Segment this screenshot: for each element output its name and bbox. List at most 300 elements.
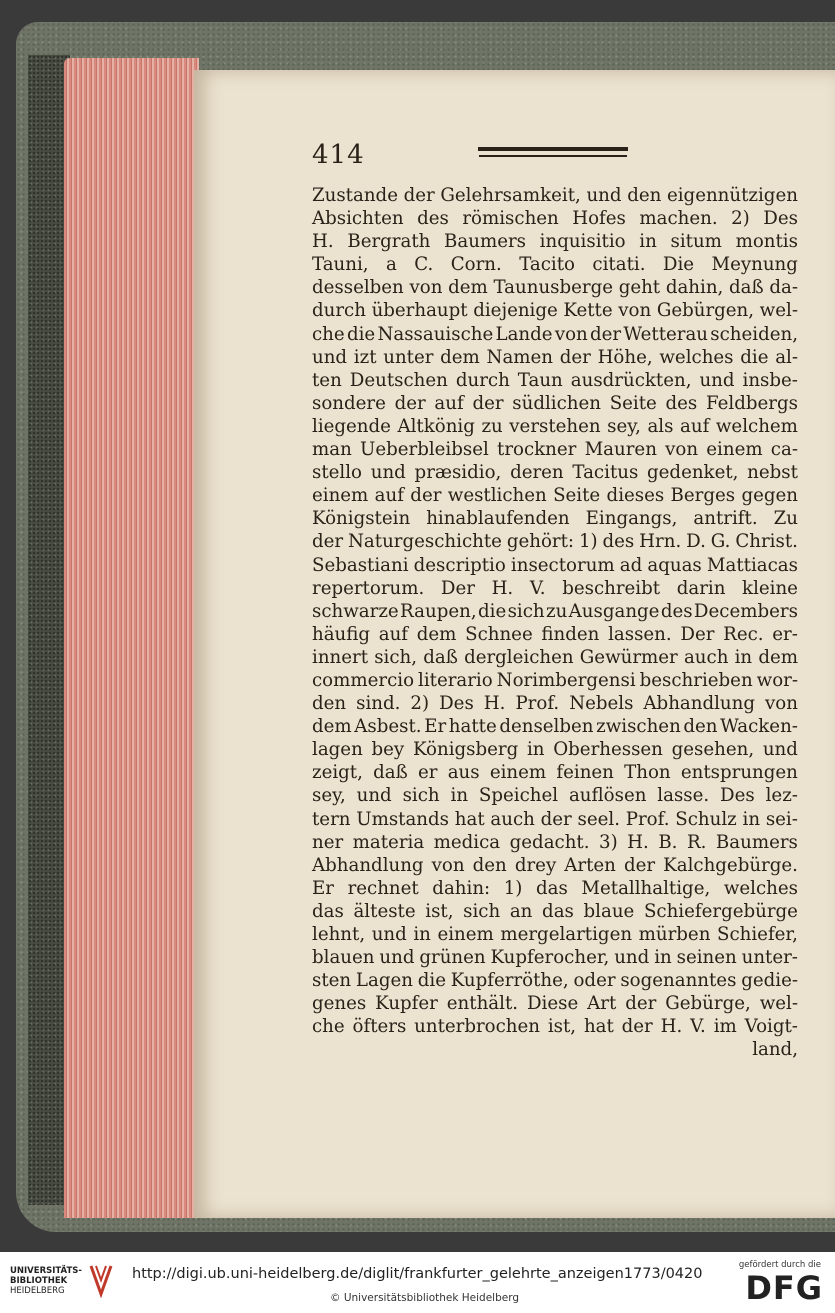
text-word: deren <box>510 462 564 484</box>
text-line <box>312 946 798 969</box>
text-line <box>312 969 798 992</box>
text-word: Arten <box>564 854 616 876</box>
text-word: einem <box>489 762 547 784</box>
text-word: descriptio <box>413 554 506 576</box>
text-word: Nebels <box>569 693 634 715</box>
text-word: dem <box>312 716 352 738</box>
text-word: auch <box>683 646 729 668</box>
text-word: Raupen, <box>400 600 477 622</box>
text-word: Tauni, <box>312 254 369 276</box>
text-word: dergleichen <box>464 646 574 668</box>
text-word: auch <box>490 808 535 830</box>
text-word: entsprungen <box>680 762 798 784</box>
permalink-url[interactable]: http://digi.ub.uni-heidelberg.de/diglit/frankfurter_gelehrte_anzeigen1773/0420 <box>132 1266 703 1282</box>
text-word: die <box>346 323 376 345</box>
text-word: feinen <box>556 762 614 784</box>
text-word: eigennützigen <box>666 185 798 206</box>
text-word: hat <box>454 808 485 830</box>
text-word: sey, <box>312 785 346 807</box>
text-word: und <box>312 346 348 368</box>
text-word: ca- <box>770 439 798 461</box>
text-line <box>312 299 798 322</box>
text-word: lasse. <box>657 785 710 807</box>
text-word: das <box>542 900 574 922</box>
text-word: Gelehrsamkeit, <box>440 185 581 206</box>
text-word: die <box>417 970 446 992</box>
text-word: Kalchgebürge. <box>663 854 798 876</box>
page-number: 414 <box>312 140 365 170</box>
text-word: dem <box>758 646 798 668</box>
text-line <box>312 900 798 923</box>
text-word: Berges <box>670 485 736 507</box>
text-word: sogenanntes <box>620 970 737 992</box>
text-word: V. <box>529 577 546 599</box>
text-word: insbe- <box>742 369 798 391</box>
text-line <box>312 738 798 761</box>
text-word: Tacito <box>519 254 576 276</box>
text-word: sich, <box>374 646 418 668</box>
text-line <box>312 507 798 530</box>
text-word: dem <box>440 346 480 368</box>
text-word: in <box>639 231 657 253</box>
text-word: einem <box>437 924 494 945</box>
text-word: gehört: <box>506 531 575 553</box>
text-word: diejenige <box>473 300 558 322</box>
text-line <box>312 646 798 669</box>
text-word: enthält. <box>446 993 519 1015</box>
text-word: rechnet <box>347 877 419 899</box>
text-word: ist, <box>425 900 454 922</box>
text-word: mürben <box>638 924 711 945</box>
text-word: einem <box>706 439 763 461</box>
text-word: B. <box>658 831 678 853</box>
header-rule <box>478 147 628 151</box>
text-word: Nassauische <box>377 323 494 345</box>
text-word: des <box>665 392 698 414</box>
text-word: und <box>379 947 415 969</box>
text-word: H. <box>660 1016 683 1038</box>
text-word: Wetterau <box>623 323 709 345</box>
text-word: repertorum. <box>312 577 425 599</box>
text-word: das <box>312 900 344 922</box>
text-word: an <box>509 900 533 922</box>
text-word: lagen <box>312 739 363 761</box>
text-word: dahin: <box>432 877 491 899</box>
text-word: genes <box>312 993 367 1015</box>
text-word: Gewürmer <box>579 646 678 668</box>
text-word: der <box>540 808 572 830</box>
text-word: Art <box>587 993 617 1015</box>
text-word: südlichen <box>512 392 601 414</box>
text-word: und <box>614 947 650 969</box>
text-word: insectorum <box>510 554 615 576</box>
text-word: Seite <box>609 392 657 414</box>
text-word: Baumers <box>715 831 798 853</box>
text-word: Prof. <box>515 693 560 715</box>
page-edges <box>64 58 199 1218</box>
text-word: einem <box>312 485 369 507</box>
text-word: von <box>765 693 798 715</box>
text-word: Voigt- <box>744 1016 798 1038</box>
text-line <box>312 530 798 553</box>
text-word: von <box>554 323 588 345</box>
text-word: sten <box>312 970 352 992</box>
text-line <box>312 600 798 623</box>
library-name-line2: BIBLIOTHEK <box>10 1276 68 1286</box>
text-word: Metallhaltige, <box>581 877 711 899</box>
text-word: Abhandlung <box>312 854 424 876</box>
text-word: Baumers <box>444 231 526 253</box>
text-word: sondere <box>312 392 386 414</box>
text-word: dem <box>416 623 457 645</box>
text-word: hatte <box>448 716 497 738</box>
text-word: römischen <box>462 208 559 230</box>
text-line <box>312 461 798 484</box>
text-word: finden <box>541 623 600 645</box>
text-word: nebst <box>747 462 798 484</box>
text-word: citati. <box>592 254 646 276</box>
text-word: H. <box>312 231 334 253</box>
text-word: G. <box>710 531 731 553</box>
text-word: Hofes <box>572 208 626 230</box>
text-word: Zu <box>773 508 798 530</box>
text-word: daß <box>373 762 408 784</box>
text-line <box>312 854 798 877</box>
text-word: izt <box>353 346 377 368</box>
text-word: von <box>409 277 443 299</box>
text-word: den <box>683 716 718 738</box>
text-word: geht <box>618 277 661 299</box>
text-word: Hrn. <box>639 531 682 553</box>
text-word: in <box>742 808 761 830</box>
text-line <box>312 715 798 738</box>
text-word: der <box>625 993 657 1015</box>
text-word: dieses <box>606 485 665 507</box>
text-line <box>312 415 798 438</box>
text-line <box>312 369 798 392</box>
text-word: desselben <box>312 277 404 299</box>
text-word: Gebürge, <box>665 993 751 1015</box>
text-word: lassen. <box>608 623 672 645</box>
text-word: Abhandlung <box>643 693 755 715</box>
text-word: sich <box>507 600 545 622</box>
text-word: H. <box>491 577 514 599</box>
text-word: durch <box>312 300 366 322</box>
text-word: Eingangs, <box>585 508 678 530</box>
text-line <box>312 346 798 369</box>
text-line <box>312 484 798 507</box>
text-word: materia <box>352 831 425 853</box>
text-word: che <box>312 323 345 345</box>
text-word: Corn. <box>450 254 502 276</box>
text-word: Schnee <box>465 623 533 645</box>
text-word: Zustande <box>312 185 398 206</box>
text-word: der <box>403 185 435 206</box>
text-word: Schulz <box>675 808 737 830</box>
text-word: literario <box>418 669 493 691</box>
text-word: H. <box>483 693 506 715</box>
text-word: man <box>312 439 352 461</box>
text-word: daß <box>423 646 458 668</box>
text-word: auf <box>374 485 404 507</box>
text-word: Der <box>680 623 715 645</box>
text-word: Deutschen <box>349 369 448 391</box>
text-word: zu <box>481 415 503 437</box>
text-word: gedie- <box>741 970 798 992</box>
text-word: 2) <box>731 208 750 230</box>
text-word: gedenket, <box>647 462 739 484</box>
text-word: Thon <box>624 762 671 784</box>
text-word: der <box>394 392 426 414</box>
text-line <box>312 669 798 692</box>
text-word: wel- <box>759 993 798 1015</box>
text-word: lez- <box>765 785 798 807</box>
text-word: der <box>590 323 622 345</box>
text-word: verstehen <box>509 415 601 437</box>
text-word: Rec. <box>723 623 764 645</box>
copyright-notice: © Universitätsbibliothek Heidelberg <box>330 1292 520 1304</box>
text-word: Meynung <box>711 254 798 276</box>
text-word: daß <box>729 277 764 299</box>
text-word: des <box>417 208 449 230</box>
text-word: seel. <box>577 808 620 830</box>
text-word: zeigt, <box>312 762 363 784</box>
text-word: aus <box>447 762 480 784</box>
text-word: westlichen <box>447 485 547 507</box>
text-word: blauen <box>312 947 375 969</box>
text-word: Namen <box>486 346 554 368</box>
text-word: antrift. <box>693 508 758 530</box>
text-word: Tacitus <box>572 462 639 484</box>
text-word: auf <box>378 623 409 645</box>
text-line <box>312 761 798 784</box>
text-word: sei- <box>765 808 798 830</box>
text-word: als <box>647 415 674 437</box>
text-word: Des <box>720 785 755 807</box>
text-line <box>312 253 798 276</box>
text-word: grünen <box>419 947 486 969</box>
text-word: Christ. <box>735 531 798 553</box>
text-word: seinen <box>676 947 737 969</box>
text-word: Kupferocher, <box>490 947 610 969</box>
text-word: Lagen <box>355 970 413 992</box>
text-word: Absichten <box>312 208 404 230</box>
text-word: blaue <box>583 900 635 922</box>
text-word: Altkönig <box>397 415 475 437</box>
text-word: der <box>410 485 442 507</box>
text-word: drey <box>514 854 557 876</box>
text-word: Asbest. <box>354 716 422 738</box>
text-word: der <box>472 392 504 414</box>
text-word: Oberhessen <box>553 739 663 761</box>
ub-heidelberg-logo-icon[interactable] <box>88 1262 114 1298</box>
text-word: zu <box>546 600 568 622</box>
text-word: mergelartigen <box>500 924 633 945</box>
text-word: Mauren <box>584 439 657 461</box>
text-word: in <box>450 785 469 807</box>
text-word: Gebürgen, <box>656 300 755 322</box>
text-line <box>312 1038 798 1061</box>
text-word: Lande <box>495 323 553 345</box>
text-word: die <box>740 346 769 368</box>
text-word: lehnt, <box>312 924 366 945</box>
text-word: liegende <box>312 415 391 437</box>
text-word: er <box>418 762 438 784</box>
text-word: ist, <box>547 1016 577 1038</box>
text-word: V. <box>690 1016 706 1038</box>
text-word: der <box>559 346 591 368</box>
text-word: hat <box>583 1016 614 1038</box>
text-word: Des <box>439 693 474 715</box>
text-word: Königsberg <box>412 739 519 761</box>
text-word: der <box>623 854 656 876</box>
text-word: und <box>371 924 407 945</box>
text-word: Bergrath <box>347 231 431 253</box>
text-line <box>312 808 798 831</box>
text-word: in <box>654 947 672 969</box>
text-line <box>312 877 798 900</box>
text-line <box>312 323 798 346</box>
text-word: sich <box>402 785 440 807</box>
text-line <box>312 438 798 461</box>
text-word: che <box>312 1016 345 1038</box>
text-word: und <box>699 369 735 391</box>
text-word: tern <box>312 808 351 830</box>
text-word: Kupferröthe, <box>450 970 569 992</box>
text-word: montis <box>735 231 798 253</box>
text-word: älteste <box>353 900 416 922</box>
text-word: und <box>762 739 798 761</box>
text-word: Ausgange <box>568 600 660 622</box>
text-word: wor- <box>756 669 798 691</box>
text-word: und <box>586 185 622 206</box>
text-word: Seite <box>553 485 601 507</box>
text-word: Kupfer <box>375 993 438 1015</box>
text-word: und <box>356 785 392 807</box>
text-word: D. <box>686 531 706 553</box>
text-word: in <box>734 646 753 668</box>
text-word: commercio <box>312 669 415 691</box>
text-word: land, <box>752 1039 798 1061</box>
page-text <box>312 184 798 1062</box>
text-word: da- <box>769 277 798 299</box>
text-word: Naturgeschichte <box>348 531 502 553</box>
text-word: Taun <box>517 369 563 391</box>
text-word: Decembers <box>693 600 798 622</box>
text-word: gegen <box>741 485 798 507</box>
text-word: im <box>713 1016 737 1038</box>
text-word: Taunusberge <box>493 277 613 299</box>
text-word: sey, <box>607 415 641 437</box>
text-word: in <box>413 924 431 945</box>
text-line <box>312 831 798 854</box>
text-line <box>312 1015 798 1038</box>
text-word: welches <box>723 877 798 899</box>
text-word: in <box>526 739 545 761</box>
text-word: dem <box>448 277 488 299</box>
text-word: Prof. <box>625 808 670 830</box>
text-word: gedacht. <box>509 831 590 853</box>
text-word: Der <box>440 577 475 599</box>
text-word: die <box>477 600 507 622</box>
text-word: 1) <box>503 877 523 899</box>
text-word: a <box>386 254 397 276</box>
text-word: darin <box>676 577 726 599</box>
text-word: Höhe, <box>597 346 653 368</box>
dfg-logo[interactable]: DFG <box>745 1269 823 1307</box>
text-word: wel- <box>759 300 798 322</box>
text-word: der <box>621 1016 653 1038</box>
text-line <box>312 276 798 299</box>
text-word: stello <box>312 462 362 484</box>
text-word: durch <box>455 369 510 391</box>
text-word: Mattiacas <box>706 554 798 576</box>
text-line <box>312 230 798 253</box>
text-word: öfters <box>352 1016 407 1038</box>
library-logo-text[interactable] <box>10 1266 90 1296</box>
text-word: C. <box>414 254 434 276</box>
text-word: den <box>312 693 347 715</box>
text-word: H. <box>627 831 649 853</box>
text-word: Schiefergebürge <box>643 900 798 922</box>
text-word: ad <box>619 554 643 576</box>
text-word: bey <box>371 739 405 761</box>
text-word: den <box>627 185 662 206</box>
text-word: kleine <box>742 577 798 599</box>
text-word: welches <box>659 346 734 368</box>
text-word: beschreibt <box>562 577 661 599</box>
text-word: zwischen <box>596 716 681 738</box>
text-word: unter- <box>741 947 798 969</box>
text-word: scheiden, <box>710 323 798 345</box>
text-word: Des <box>763 208 798 230</box>
text-word: Er <box>312 877 334 899</box>
text-word: des <box>660 600 693 622</box>
text-word: unterbrochen <box>414 1016 540 1038</box>
text-word: häufig <box>312 623 371 645</box>
text-word: das <box>535 877 568 899</box>
text-word: schwarze <box>312 600 399 622</box>
text-word: machen. <box>639 208 718 230</box>
text-line <box>312 207 798 230</box>
text-word: Schiefer, <box>717 924 798 945</box>
text-word: er- <box>772 623 798 645</box>
library-name-line1: UNIVERSITÄTS- <box>10 1266 82 1276</box>
text-word: R. <box>686 831 707 853</box>
text-line <box>312 554 798 577</box>
text-line <box>312 923 798 946</box>
text-word: von <box>431 854 465 876</box>
text-word: Wacken- <box>720 716 798 738</box>
text-line <box>312 992 798 1015</box>
text-word: auflösen <box>568 785 647 807</box>
text-word: Norimbergensi <box>496 669 636 691</box>
text-word: inquisitio <box>539 231 626 253</box>
text-word: Feldbergs <box>706 392 798 414</box>
text-word: sich <box>463 900 501 922</box>
text-word: des <box>602 531 635 553</box>
text-line <box>312 623 798 646</box>
text-word: 1) <box>578 531 598 553</box>
text-word: hinablaufenden <box>426 508 570 530</box>
text-word: 3) <box>599 831 618 853</box>
text-word: sind. <box>356 693 401 715</box>
text-word: Ueberbleibsel <box>360 439 489 461</box>
text-word: Umstands <box>356 808 449 830</box>
text-word: ner <box>312 831 344 853</box>
text-word: innert <box>312 646 369 668</box>
text-word: Sebastiani <box>312 554 409 576</box>
